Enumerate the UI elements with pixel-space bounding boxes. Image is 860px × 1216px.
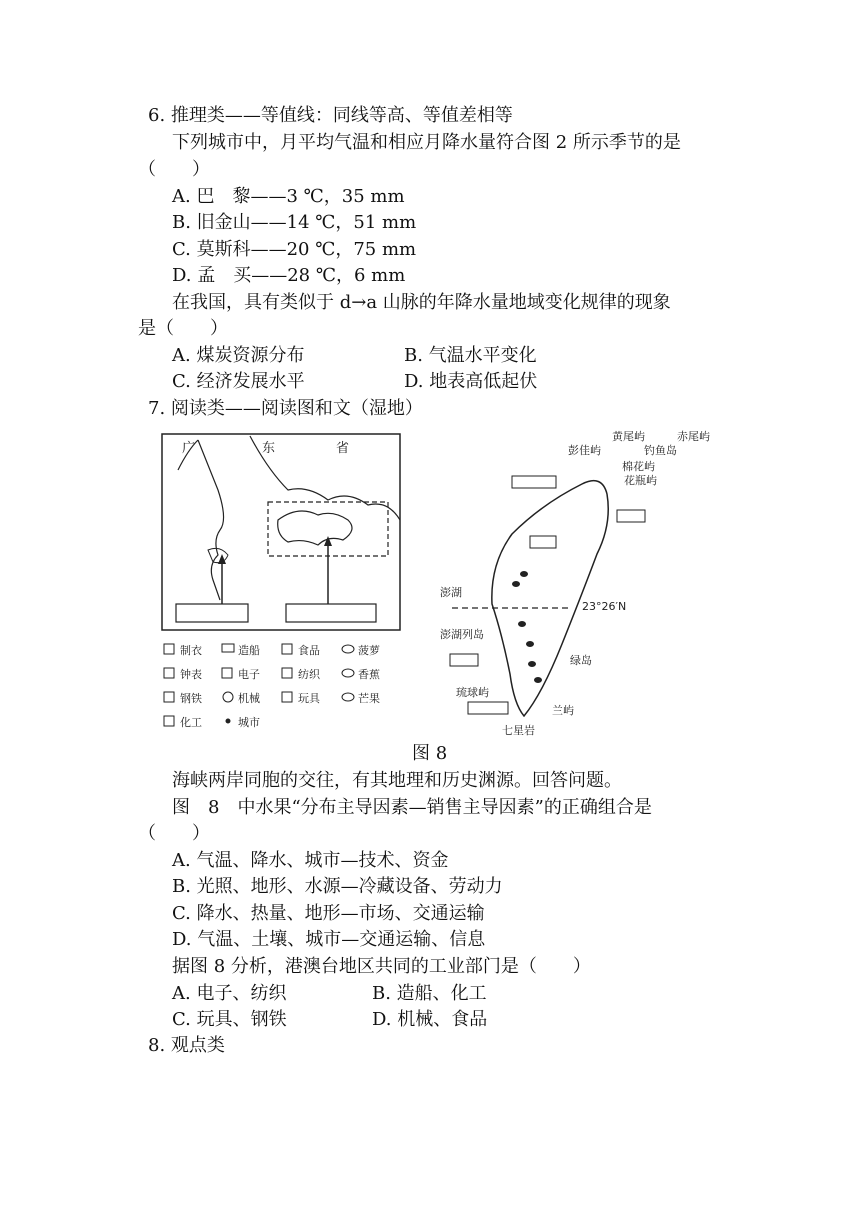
legend-dianzi: 电子	[238, 668, 260, 681]
q7-sub-option-a: A. 电子、纺织	[172, 983, 287, 1004]
q6-sub-option-b: B. 气温水平变化	[404, 345, 537, 366]
legend-huagong: 化工	[180, 716, 202, 729]
legend-shipin: 食品	[298, 644, 320, 657]
label-liuqiuyu: 琉球屿	[456, 686, 489, 699]
q7-option-b: B. 光照、地形、水源—冷藏设备、劳动力	[172, 876, 503, 897]
q6-sub-option-d: D. 地表高低起伏	[404, 371, 538, 392]
taiwan-island	[492, 481, 608, 716]
label-qixingyan: 七星岩	[502, 724, 535, 737]
left-map-coast	[178, 440, 224, 600]
q6-sub-line1: 在我国，具有类似于 d→a 山脉的年降水量地域变化规律的现象	[172, 292, 671, 313]
legend-zaochuan: 造船	[238, 644, 260, 657]
figure-caption: 图 8	[412, 743, 448, 764]
label-tropic: 23°26′N	[582, 600, 627, 613]
q6-heading: 6. 推理类——等值线：同线等高、等值差相等	[148, 105, 513, 126]
label-huangweiyu: 黄尾屿	[612, 430, 645, 443]
q6-sub-line2: 是（ ）	[138, 318, 228, 339]
label-mianhuayu: 棉花屿	[622, 460, 655, 473]
legend-zhiyi: 制衣	[180, 644, 202, 657]
north-industry-box	[512, 476, 556, 488]
q7-sub-line: 据图 8 分析，港澳台地区共同的工业部门是（ ）	[172, 956, 591, 977]
legend-mangguo: 芒果	[358, 692, 380, 705]
q6-option-a: A. 巴 黎——3 ℃，35 mm	[172, 186, 405, 207]
hongkong-industry-box	[286, 604, 376, 622]
figure8-right-map	[432, 424, 732, 740]
left-map-legend	[180, 643, 380, 729]
q6-stem-line2: （ ）	[138, 159, 210, 180]
macau-industry-box	[176, 604, 248, 622]
q7-stem-line1: 图 8 中水果“分布主导因素—销售主导因素”的正确组合是	[172, 797, 652, 818]
label-huapingyu: 花瓶屿	[624, 474, 657, 487]
legend-gangtie: 钢铁	[180, 692, 202, 705]
figure8-left-map	[158, 430, 408, 740]
hongkong-arrowhead	[324, 536, 332, 546]
label-lanyu: 兰屿	[552, 704, 574, 717]
legend-wanju: 玩具	[298, 692, 320, 705]
legend-boluo: 菠萝	[358, 644, 380, 657]
q7-sub-option-d: D. 机械、食品	[372, 1009, 488, 1030]
q7-option-d: D. 气温、土壤、城市—交通运输、信息	[172, 929, 486, 950]
q6-sub-option-a: A. 煤炭资源分布	[172, 345, 305, 366]
south-industry-box	[468, 702, 508, 714]
southwest-industry-box	[450, 654, 478, 666]
label-diaoyudao: 钓鱼岛	[644, 444, 677, 457]
q7-option-c: C. 降水、热量、地形—市场、交通运输	[172, 903, 485, 924]
q7-sub-option-c: C. 玩具、钢铁	[172, 1009, 287, 1030]
map-label-sheng: 省	[336, 441, 350, 456]
q7-intro: 海峡两岸同胞的交往，有其地理和历史渊源。回答问题。	[172, 770, 622, 791]
q6-sub-option-c: C. 经济发展水平	[172, 371, 305, 392]
legend-jixie: 机械	[238, 692, 260, 705]
legend-zhongbiao: 钟表	[180, 668, 202, 681]
q7-sub-option-b: B. 造船、化工	[372, 983, 487, 1004]
label-chiweiyu: 赤尾屿	[677, 430, 710, 443]
map-label-guang: 广	[182, 441, 196, 456]
q6-option-b: B. 旧金山——14 ℃，51 mm	[172, 212, 417, 233]
q6-stem-line1: 下列城市中，月平均气温和相应月降水量符合图 2 所示季节的是	[172, 132, 681, 153]
central-industry-box	[530, 536, 556, 548]
label-penghu-islands: 澎湖列岛	[440, 628, 484, 641]
label-penghu: 澎湖	[440, 586, 462, 599]
q7-stem-line2: （ ）	[138, 823, 210, 844]
q8-heading: 8. 观点类	[148, 1035, 225, 1056]
macau-arrowhead	[218, 554, 226, 564]
northeast-industry-box	[617, 510, 645, 522]
q7-heading: 7. 阅读类——阅读图和文（湿地）	[148, 398, 423, 419]
q6-option-d: D. 孟 买——28 ℃，6 mm	[172, 265, 406, 286]
taiwan-fruit-marks	[512, 571, 542, 683]
label-lvdao: 绿岛	[570, 654, 592, 667]
map-label-dong: 东	[262, 441, 276, 456]
q7-option-a: A. 气温、降水、城市—技术、资金	[172, 850, 449, 871]
hongkong-outline	[278, 511, 352, 545]
q6-option-c: C. 莫斯科——20 ℃，75 mm	[172, 239, 417, 260]
legend-fangzhi: 纺织	[298, 668, 320, 681]
label-pengjiayu: 彭佳屿	[568, 444, 601, 457]
legend-chengshi: 城市	[238, 716, 260, 729]
left-map-frame	[162, 434, 400, 630]
legend-xiangjiao: 香蕉	[358, 668, 380, 681]
